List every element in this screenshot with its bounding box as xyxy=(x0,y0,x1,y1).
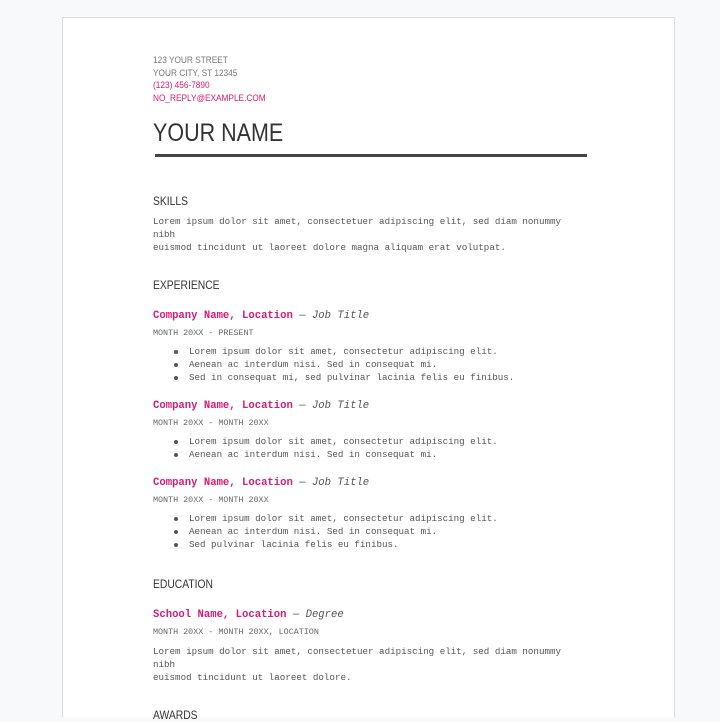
name-underline xyxy=(155,154,587,157)
skills-body: Lorem ipsum dolor sit amet, consectetuer adipiscing elit, sed diam nonummy nibh euismod tincidunt ut laoreet dolore magna aliquam erat volutpat. xyxy=(153,216,561,253)
job-title: — Job Title xyxy=(292,400,370,412)
bullet-item: Aenean ac interdum nisi. Sed in consequat mi. xyxy=(153,448,585,461)
bullet-dot-icon xyxy=(174,543,178,547)
email-address: NO_REPLY@EXAMPLE.COM xyxy=(153,92,266,103)
bullet-dot-icon xyxy=(174,530,178,534)
bullet-item: Lorem ipsum dolor sit amet, consectetur adipiscing elit. xyxy=(153,435,585,448)
bullet-dot-icon xyxy=(174,363,178,367)
school-heading xyxy=(153,609,585,622)
job-bullets xyxy=(153,512,585,551)
awards-heading: AWARDS xyxy=(153,708,198,722)
resume-content xyxy=(153,54,585,722)
company-name: Company Name, Location xyxy=(153,477,293,489)
bullet-dot-icon xyxy=(174,350,178,354)
job-dates: MONTH 20XX - PRESENT xyxy=(153,328,254,338)
education-dates: MONTH 20XX - MONTH 20XX, LOCATION xyxy=(153,627,319,637)
bullet-dot-icon xyxy=(174,376,178,380)
job-entry-3 xyxy=(153,477,585,551)
bullet-dot-icon xyxy=(174,517,178,521)
bullet-item: Sed pulvinar lacinia felis eu finibus. xyxy=(153,538,585,551)
job-heading xyxy=(153,310,585,323)
experience-heading: EXPERIENCE xyxy=(153,278,220,292)
resume-name: YOUR NAME xyxy=(153,119,284,147)
job-heading xyxy=(153,477,585,490)
education-heading: EDUCATION xyxy=(153,577,214,591)
job-bullets xyxy=(153,435,585,461)
school-name: School Name, Location xyxy=(153,609,287,621)
skills-heading: SKILLS xyxy=(153,194,189,208)
degree: — Degree xyxy=(286,609,344,621)
document-page xyxy=(62,17,675,722)
job-title: — Job Title xyxy=(292,310,370,322)
company-name: Company Name, Location xyxy=(153,310,293,322)
company-name: Company Name, Location xyxy=(153,400,293,412)
bullet-item: Lorem ipsum dolor sit amet, consectetur adipiscing elit. xyxy=(153,345,585,358)
bullet-item: Aenean ac interdum nisi. Sed in consequat mi. xyxy=(153,358,585,371)
education-entry xyxy=(153,609,585,684)
job-dates: MONTH 20XX - MONTH 20XX xyxy=(153,495,269,505)
city-state-zip: YOUR CITY, ST 12345 xyxy=(153,67,238,78)
job-entry-2 xyxy=(153,400,585,461)
contact-block xyxy=(153,54,585,104)
job-heading xyxy=(153,400,585,413)
phone-number: (123) 456-7890 xyxy=(153,80,210,90)
bullet-dot-icon xyxy=(174,453,178,457)
education-body: Lorem ipsum dolor sit amet, consectetuer adipiscing elit, sed diam nonummy nibh euismod tincidunt ut laoreet dolore. xyxy=(153,646,561,683)
job-bullets xyxy=(153,345,585,384)
job-dates: MONTH 20XX - MONTH 20XX xyxy=(153,418,269,428)
street-address: 123 YOUR STREET xyxy=(153,55,228,65)
bullet-item: Lorem ipsum dolor sit amet, consectetur adipiscing elit. xyxy=(153,512,585,525)
bullet-dot-icon xyxy=(174,440,178,444)
bullet-item: Sed in consequat mi, sed pulvinar lacinia felis eu finibus. xyxy=(153,371,585,384)
bullet-item: Aenean ac interdum nisi. Sed in consequat mi. xyxy=(153,525,585,538)
job-title: — Job Title xyxy=(292,477,370,489)
job-entry-1 xyxy=(153,310,585,384)
